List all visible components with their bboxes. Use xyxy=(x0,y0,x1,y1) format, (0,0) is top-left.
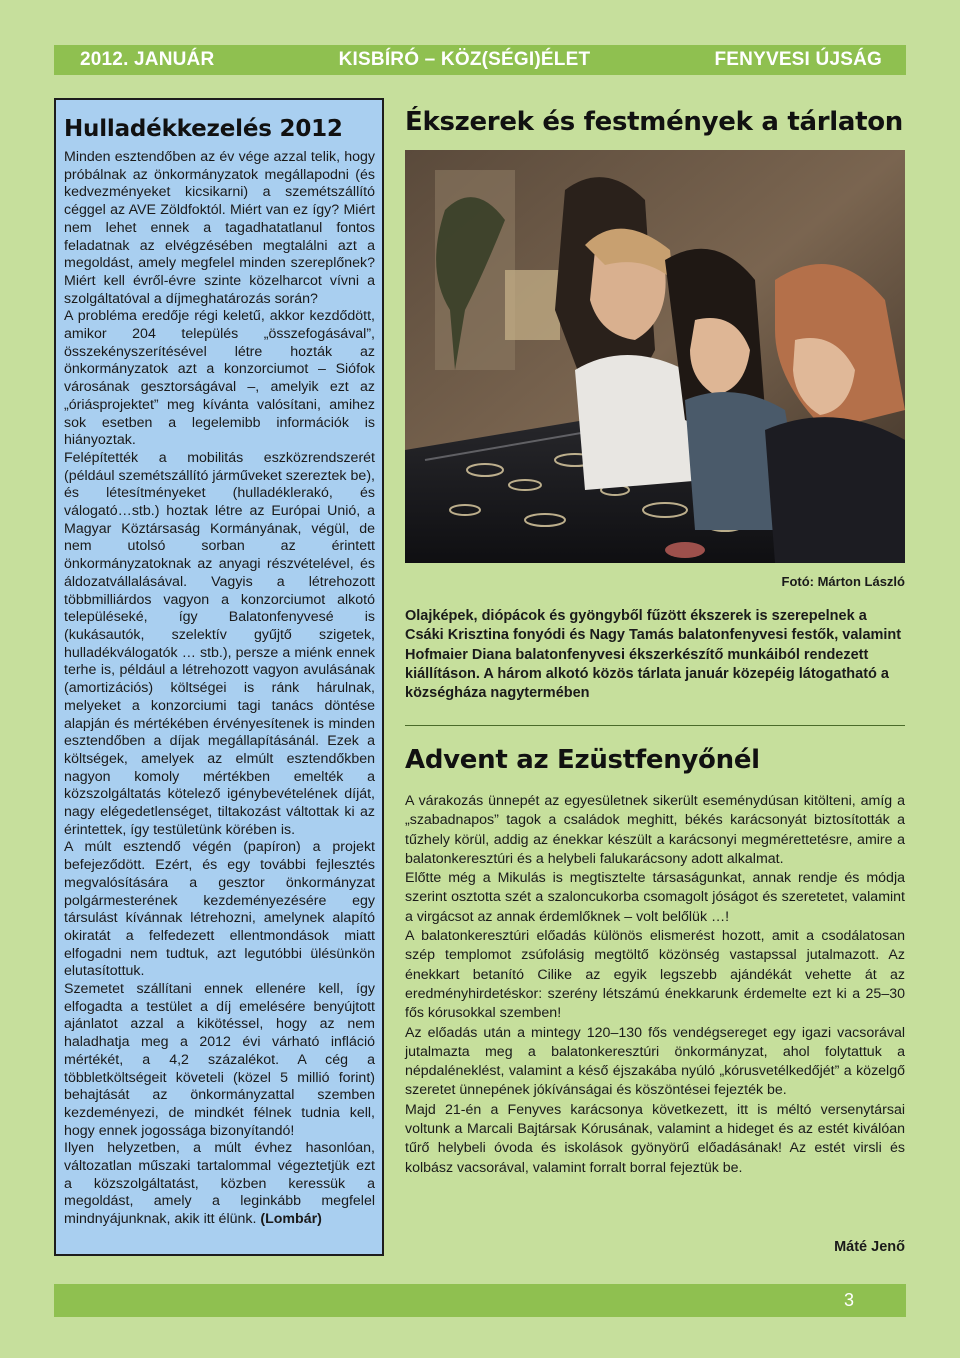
waste-article-body xyxy=(64,149,375,1229)
waste-paragraph-6 xyxy=(64,1140,375,1229)
waste-paragraph-1: Minden esztendőben az év vége azzal telik, hogy próbálnak az önkormányzatok megállapodni (és kedvezményeket kicsikarni) a szemétszállító céggel az AVE Zöldfoktól. Miért van ez így? Miért nem lehet ennek a tagadhatatlanul fontos feladatnak az elvégzésében megtalálni azt a megoldást, amely megfelel minden szereplőnek? Miért kell évről-évre szinte közelharcot vívni a szolgáltatóval a díjmeghatározás során? xyxy=(64,149,375,307)
waste-paragraph-2: A probléma eredője régi keletű, akkor kezdődött, amikor 204 település „összefogásával”, összekényszerítésével létre hozták az önkormányzatok azt a konzorciumot – Siófok városának gesztorságával –, amelyik ezt az „óriásprojektet” meg kívánta valósítani, amihez sok esetben a legelemibb információk is hiányoztak. xyxy=(64,308,375,449)
photo-credit: Fotó: Márton László xyxy=(781,574,905,589)
page-header xyxy=(54,45,906,75)
section-divider xyxy=(405,725,905,726)
header-date: 2012. JANUÁR xyxy=(80,49,215,70)
header-paper-name: FENYVESI ÚJSÁG xyxy=(714,49,882,70)
advent-paragraph-5: Majd 21-én a Fenyves karácsonya következett, itt is méltó versenytársai voltunk a Marcali Bajtársak Kórusának, valamint a hideget és az estét kiválóan tűrő helybeli óvoda és iskolások gyönyörű előadásának! Az estét virsli és kolbász vacsorával, valamint forralt borral fejeztük be. xyxy=(405,1101,905,1176)
page-number: 3 xyxy=(843,1290,854,1310)
waste-paragraph-6-text: Ilyen helyzetben, a múlt évhez hasonlóan, változatlan műszaki tartalommal végeztetjük ezt a közszolgáltatást, közben keressük a megoldást, amely a leginkább megfelel mindnyájunknak, akik itt élünk. xyxy=(64,1140,375,1228)
waste-paragraph-4: A múlt esztendő végén (papíron) a projekt befejeződött. Ezért, és egy további fejlesztés megvalósítására a gesztor önkormányzat polgármesterének kezdeményezésére egy társulást kívánnak létrehozni, amelynek alapító okiratát a felfedezett ellentmondások miatt elfogadni nem tudtuk, azt legutóbbi ülésünkön elutasítottuk. xyxy=(64,839,375,980)
header-section: KISBÍRÓ – KÖZ(SÉGI)ÉLET xyxy=(338,49,591,70)
page-footer xyxy=(54,1284,906,1317)
advent-paragraph-1: A várakozás ünnepét az egyesületnek sikerült eseménydúsan kitölteni, amíg a „szabadnapos” tagok a családok meghitt, békés karácsonyát biztosították a tűzhely körül, addig az énekkar készült a karácsonyi megmérettetésre, amire a balatonkeresztúri és a helybeli falukarácsony adott alkalmat. xyxy=(405,793,905,867)
advent-article-body xyxy=(405,792,905,1178)
exhibition-photo xyxy=(405,150,905,563)
waste-paragraph-5: Szemetet szállítani ennek ellenére kell, így elfogadta a testület a díj emelésére benyújtott ajánlatot azzal a kikötéssel, hogy az nem haladhatja meg a 2012 évi várható infláció mértékét, a 4,2 százalékot. A cég a többletköltségeit követeli (közel 5 millió forint) behajtását az önkormányzattal szemben kezdeményezi, de mindkét félnek tudnia kell, hogy ennek jogossága bizonyítandó! xyxy=(64,981,375,1139)
waste-paragraph-3: Felépítették a mobilitás eszközrendszerét (például szemétszállító járműveket szereztek be), és létesítményeket (hulladéklerakó, és válogató…stb.) hoztak létre az Európai Unió, a Magyar Köztársaság Kormányának, végül, de nem utolsó sorban az érintett önkormányzatoknak az anyagi részvételével, és áldozatvállalásával. Vagyis a létrehozott többmilliárdos vagyon a konzorciumot alkotó településeké, így Balatonfenyvesé is (kukásautók, szelektív gyűjtő szigetek, hulladékválogatók … stb.), persze a miénk ennek terhe is, például a létrehozott vagyon avulásának (amortizációs) költségei is ránk hárulnak, melyeket a konzorciumi tagi tanács döntése alapján és mértékében érvényesítenek is minden esztendőben a díjak megállapításánál. Ezek a költségek, amelyek az elmúlt esztendőkben nagyon komoly mértékben emelték a közszolgáltatás kötelező igénybevételének díját, nagy elégedetlenséget, tiltakozást váltottak ki az érintettek, így testületünk körében is. xyxy=(64,449,375,838)
advent-paragraph-3: A balatonkeresztúri előadás különös elismerést hozott, amit a csodálatosan szép templomot zsúfolásig megtöltő közönség vastapssal jutalmazott. Az énekkart betanító Cilike az egyik legszebb ajándékát vehette át az eredményhirdetéskor: szerény létszámú énekkarunk érdemelte ezt ki a 25–30 fős kórusokkal szemben! xyxy=(405,928,905,1022)
waste-article-title: Hulladékkezelés 2012 xyxy=(64,116,343,142)
waste-article-box xyxy=(54,98,384,1256)
advent-paragraph-4: Az előadás után a mintegy 120–130 fős vendégsereget egy igazi vacsorával jutalmazta meg a balatonkeresztúri önkormányzat, ahol folytattuk a népdaléneklést, valamint a késő éjszakába nyúló „kórusvetélkedőjét” a közelgő szeretet ünnepének jókívánságai és köszöntései fejezték be. xyxy=(405,1024,905,1099)
advent-article-author: Máté Jenő xyxy=(834,1239,905,1255)
advent-paragraph-2: Előtte még a Mikulás is megtisztelte társaságunkat, annak rendje és módja szerint osztotta szét a szaloncukorba csomagolt jóságot és szeretetet, valamint a virgácsot az annak érdemlőknek – volt belőlük …! xyxy=(405,870,905,925)
advent-article-title: Advent az Ezüstfenyőnél xyxy=(405,745,760,775)
waste-article-author: (Lombár) xyxy=(260,1211,322,1228)
exhibition-photo-illustration xyxy=(405,150,905,563)
exhibit-lead-text: Olajképek, diópácok és gyöngyből fűzött ékszerek is szerepelnek a Csáki Krisztina fonyódi és Nagy Tamás balatonfenyvesi festők, valamint Hofmaier Diana balatonfenyvesi ékszerkészítő munkáiból rendezett kiállításon. A három alkotó közös tárlata január közepéig látogatható a községháza nagytermében xyxy=(405,608,902,702)
exhibit-article-title: Ékszerek és festmények a tárlaton xyxy=(405,107,904,137)
